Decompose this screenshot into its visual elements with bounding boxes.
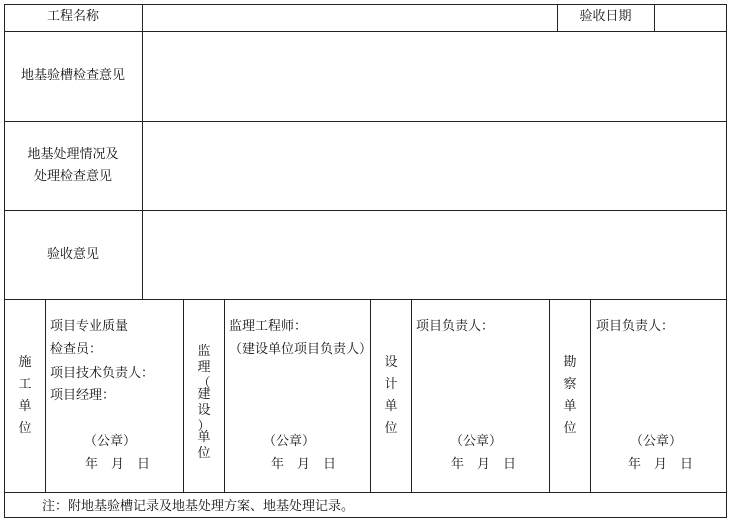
design-seal: （公章）	[450, 434, 503, 449]
unit-char: 位	[384, 421, 398, 436]
unit-char: 单	[384, 399, 398, 414]
construction-line4: 项目经理：	[50, 388, 116, 403]
design-unit-label	[383, 352, 399, 440]
design-line1: 项目负责人：	[416, 319, 495, 334]
project-name-field[interactable]	[143, 5, 556, 31]
construction-date: 年 月 日	[85, 457, 151, 472]
column-divider	[224, 299, 225, 493]
column-divider	[370, 299, 371, 493]
survey-unit-label	[562, 352, 578, 440]
unit-char: 理	[197, 360, 211, 375]
footer-note: 注：附地基验槽记录及地基处理方案、地基处理记录。	[42, 499, 355, 514]
supervision-unit-label	[196, 346, 212, 464]
unit-char: 设	[197, 403, 211, 418]
acceptance-opinion-field[interactable]	[143, 211, 726, 298]
trench-check-field[interactable]	[143, 32, 726, 120]
unit-char: 计	[384, 377, 398, 392]
column-divider	[411, 299, 412, 493]
unit-char: 单	[563, 399, 577, 414]
row-divider	[4, 299, 727, 300]
unit-char: 位	[18, 421, 32, 436]
acceptance-date-field[interactable]	[655, 5, 726, 31]
treatment-field[interactable]	[143, 122, 726, 209]
unit-char: 位	[197, 446, 211, 461]
construction-unit-label	[17, 352, 33, 440]
column-divider	[45, 299, 46, 493]
supervision-seal: （公章）	[263, 434, 316, 449]
column-divider	[183, 299, 184, 493]
treatment-label-line1: 地基处理情况及	[27, 147, 119, 162]
unit-char: 监	[197, 344, 211, 359]
survey-seal: （公章）	[630, 434, 683, 449]
unit-char: ）	[197, 419, 211, 434]
survey-line1: 项目负责人：	[596, 319, 675, 334]
construction-line2: 检查员：	[50, 342, 103, 357]
unit-char: 设	[384, 355, 398, 370]
unit-char: 单	[18, 399, 32, 414]
unit-char: 施	[18, 355, 32, 370]
unit-char: 位	[563, 421, 577, 436]
acceptance-date-label: 验收日期	[579, 9, 632, 24]
unit-char: 勘	[563, 355, 577, 370]
construction-seal: （公章）	[84, 434, 137, 449]
supervision-date: 年 月 日	[271, 457, 337, 472]
design-date: 年 月 日	[451, 457, 517, 472]
column-divider	[549, 299, 550, 493]
construction-line1: 项目专业质量	[50, 319, 129, 334]
unit-char: 工	[18, 377, 32, 392]
unit-char: 建	[197, 387, 211, 402]
acceptance-opinion-label: 验收意见	[46, 247, 99, 262]
construction-line3: 项目技术负责人：	[50, 366, 155, 381]
row-divider	[4, 492, 727, 493]
treatment-label-line2: 处理检查意见	[33, 169, 112, 184]
trench-check-label: 地基验槽检查意见	[20, 68, 125, 83]
supervision-line2: （建设单位项目负责人）	[229, 342, 373, 357]
column-divider	[590, 299, 591, 493]
unit-char: （	[197, 376, 211, 391]
project-name-label: 工程名称	[46, 9, 99, 24]
unit-char: 察	[563, 377, 577, 392]
survey-date: 年 月 日	[628, 457, 694, 472]
supervision-line1: 监理工程师：	[229, 319, 308, 334]
unit-char: 单	[197, 430, 211, 445]
